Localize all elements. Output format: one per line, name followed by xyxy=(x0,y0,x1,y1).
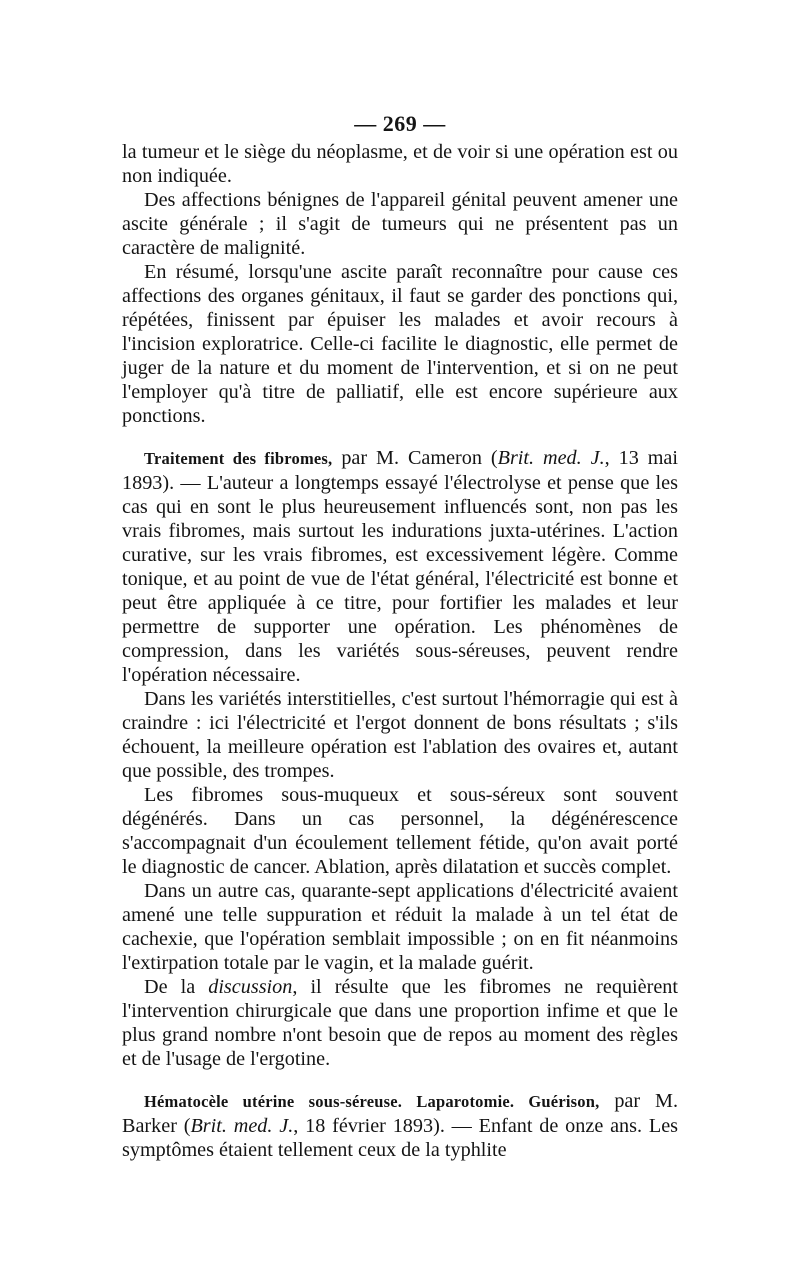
section-hematocele-body: , 18 février 1893). — Enfant de onze ans. Les symptômes étaient tellement ceux de la typhlite xyxy=(122,1115,679,1161)
section-fibromes-author: par M. Cameron ( xyxy=(332,447,498,469)
paragraph-summary: En résumé, lorsqu'une ascite paraît reconnaître pour cause ces affections des organes génitaux, il faut se garder des ponctions qui, répétées, finissent par épuiser les malades et avoir recours à l'incision exploratrice. Celle-ci facilite le diagnostic, elle permet de juger de la nature et du moment de l'intervention, et si on ne peut l'employer qu'à titre de palliatif, elle est encore supérieure aux ponctions. xyxy=(122,261,678,427)
section-fibromes-interstitial: Dans les variétés interstitielles, c'est surtout l'hémorragie qui est à craindre : ici l'électricité et l'ergot donnent de bons résultats ; s'ils échouent, la meilleure opération est l'ablation des ovaires et, autant que possible, des trompes. xyxy=(122,688,678,782)
section-hematocele-journal: Brit. med. J. xyxy=(190,1115,294,1137)
section-fibromes-body: , 13 mai 1893). — L'auteur a longtemps essayé l'électrolyse et pense que les cas qui en sont le plus heureusement influencés sont, non pas les vrais fibromes, mais surtout les indurations juxta-utérines. L'action curative, sur les vrais fibromes, est excessivement légère. Comme tonique, et au point de vue de l'état général, l'électricité est bonne et peut être appliquée à ce titre, pour fortifier les malades et leur permettre de supporter une opération. Les phénomènes de compression, dans les variétés sous-séreuses, peuvent rendre l'opération nécessaire. xyxy=(122,447,678,686)
discussion-lead: De la xyxy=(144,976,209,998)
section-hematocele-heading: Hématocèle utérine sous-séreuse. Laparotomie. Guérison, xyxy=(144,1092,600,1111)
discussion-rest: , il résulte que les fibromes ne requièrent l'intervention chirurgicale que dans une proportion infime et que le plus grand nombre n'ont besoin que de repos au moment des règles et de l'usage de l'ergotine. xyxy=(122,976,678,1070)
section-hematocele-intro xyxy=(122,1089,678,1162)
section-fibromes-another-case: Dans un autre cas, quarante-sept applications d'électricité avaient amené une telle suppuration et réduit la malade à un tel état de cachexie, que l'opération semblait impossible ; on en fit néanmoins l'extirpation totale par le vagin, et la malade guérit. xyxy=(122,880,678,974)
paragraph-continuation: la tumeur et le siège du néoplasme, et de voir si une opération est ou non indiquée. xyxy=(122,141,678,187)
paragraph-benign-affections: Des affections bénignes de l'appareil génital peuvent amener une ascite générale ; il s'agit de tumeurs qui ne présentent pas un caractère de malignité. xyxy=(122,189,678,259)
section-fibromes-journal: Brit. med. J. xyxy=(497,447,605,469)
section-hematocele xyxy=(122,1089,678,1162)
section-fibromes-heading: Traitement des fibromes, xyxy=(144,449,333,468)
document-page xyxy=(122,112,678,1162)
section-fibromes xyxy=(122,446,678,1071)
section-fibromes-discussion xyxy=(122,975,678,1071)
section-hematocele-author: par M. Barker ( xyxy=(122,1090,678,1137)
section-fibromes-intro xyxy=(122,446,678,687)
section-fibromes-submucous: Les fibromes sous-muqueux et sous-séreux sont souvent dégénérés. Dans un cas personnel, la dégénérescence s'accompagnait d'un écoulement tellement fétide, qu'on avait porté le diagnostic de cancer. Ablation, après dilatation et succès complet. xyxy=(122,784,678,878)
page-number: — 269 — xyxy=(354,111,446,136)
discussion-italic: discussion xyxy=(208,976,293,998)
